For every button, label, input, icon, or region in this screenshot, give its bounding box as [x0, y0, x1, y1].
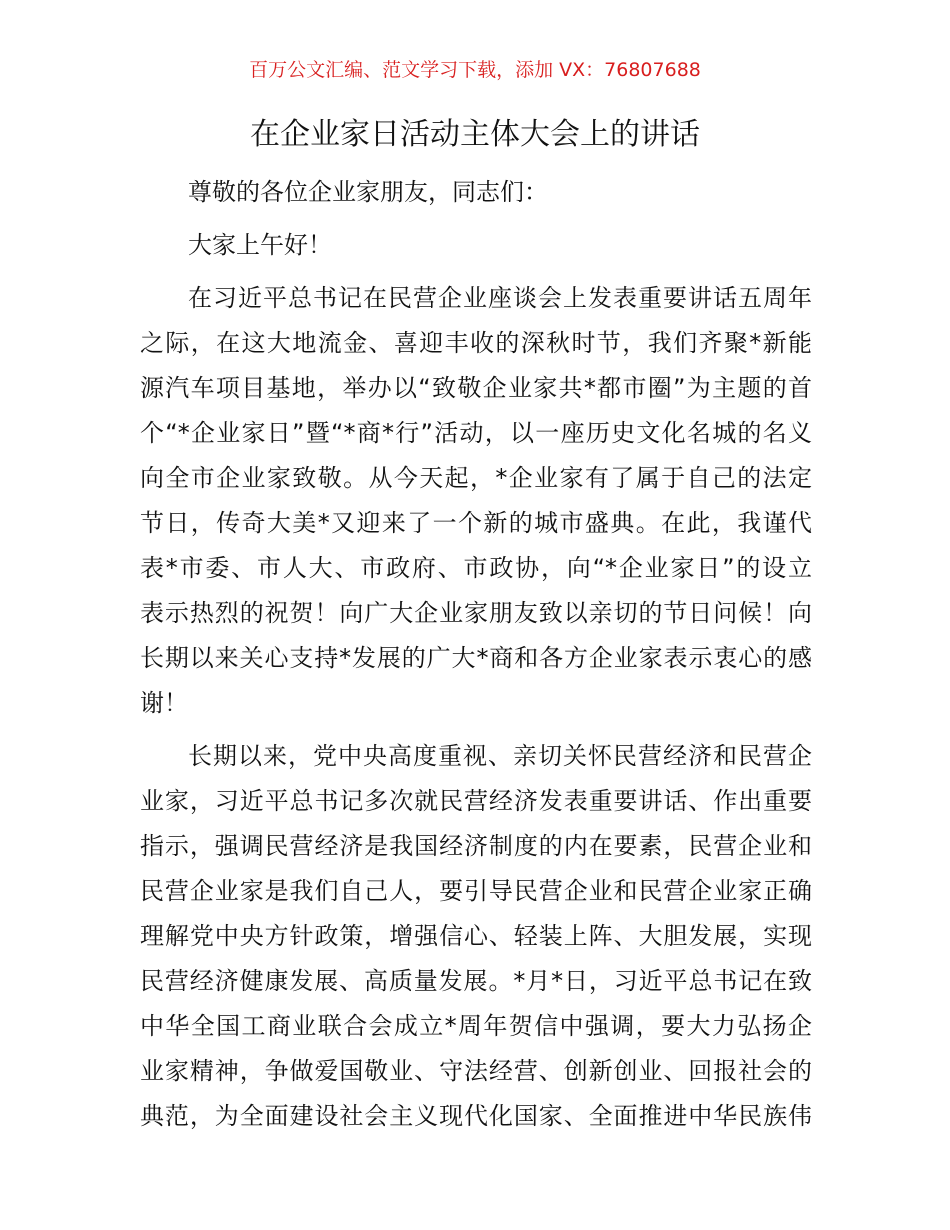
text-line: 个“*企业家日”暨“*商*行”活动，以一座历史文化名城的名义 — [140, 419, 812, 447]
text-line: 业家，习近平总书记多次就民营经济发表重要讲话、作出重要 — [140, 787, 812, 815]
header-note: 百万公文汇编、范文学习下载，添加 VX：76807688 — [249, 59, 701, 81]
document-body — [140, 170, 812, 1139]
text-line: 表*市委、市人大、市政府、市政协，向“*企业家日”的设立 — [140, 554, 812, 582]
text-line: 在习近平总书记在民营企业座谈会上发表重要讲话五周年 — [188, 284, 812, 312]
text-line: 典范，为全面建设社会主义现代化国家、全面推进中华民族伟 — [140, 1102, 812, 1130]
text-line: 长期以来，党中央高度重视、亲切关怀民营经济和民营企 — [188, 742, 812, 770]
text-line: 之际，在这大地流金、喜迎丰收的深秋时节，我们齐聚*新能 — [140, 329, 812, 357]
text-line: 长期以来关心支持*发展的广大*商和各方企业家表示衷心的感 — [140, 644, 812, 672]
paragraph — [140, 734, 812, 1139]
text-line: 中华全国工商业联合会成立*周年贺信中强调，要大力弘扬企 — [140, 1012, 812, 1040]
salutation: 尊敬的各位企业家朋友，同志们： — [188, 178, 548, 206]
text-line: 谢！ — [140, 689, 188, 717]
greeting: 大家上午好！ — [188, 231, 332, 259]
text-line: 民营经济健康发展、高质量发展。*月*日，习近平总书记在致 — [140, 967, 812, 995]
text-line: 业家精神，争做爱国敬业、守法经营、创新创业、回报社会的 — [140, 1057, 812, 1085]
text-line: 节日，传奇大美*又迎来了一个新的城市盛典。在此，我谨代 — [140, 509, 812, 537]
text-line: 表示热烈的祝贺！向广大企业家朋友致以亲切的节日问候！向 — [140, 599, 812, 627]
text-line: 源汽车项目基地，举办以“致敬企业家共*都市圈”为主题的首 — [140, 374, 812, 402]
text-line: 指示，强调民营经济是我国经济制度的内在要素，民营企业和 — [140, 832, 812, 860]
text-line: 理解党中央方针政策，增强信心、轻装上阵、大胆发展，实现 — [140, 922, 812, 950]
document-title: 在企业家日活动主体大会上的讲话 — [250, 117, 700, 152]
text-line: 民营企业家是我们自己人，要引导民营企业和民营企业家正确 — [140, 877, 812, 905]
paragraphs — [140, 276, 812, 1139]
paragraph — [140, 276, 812, 726]
text-line: 向全市企业家致敬。从今天起，*企业家有了属于自己的法定 — [140, 464, 812, 492]
